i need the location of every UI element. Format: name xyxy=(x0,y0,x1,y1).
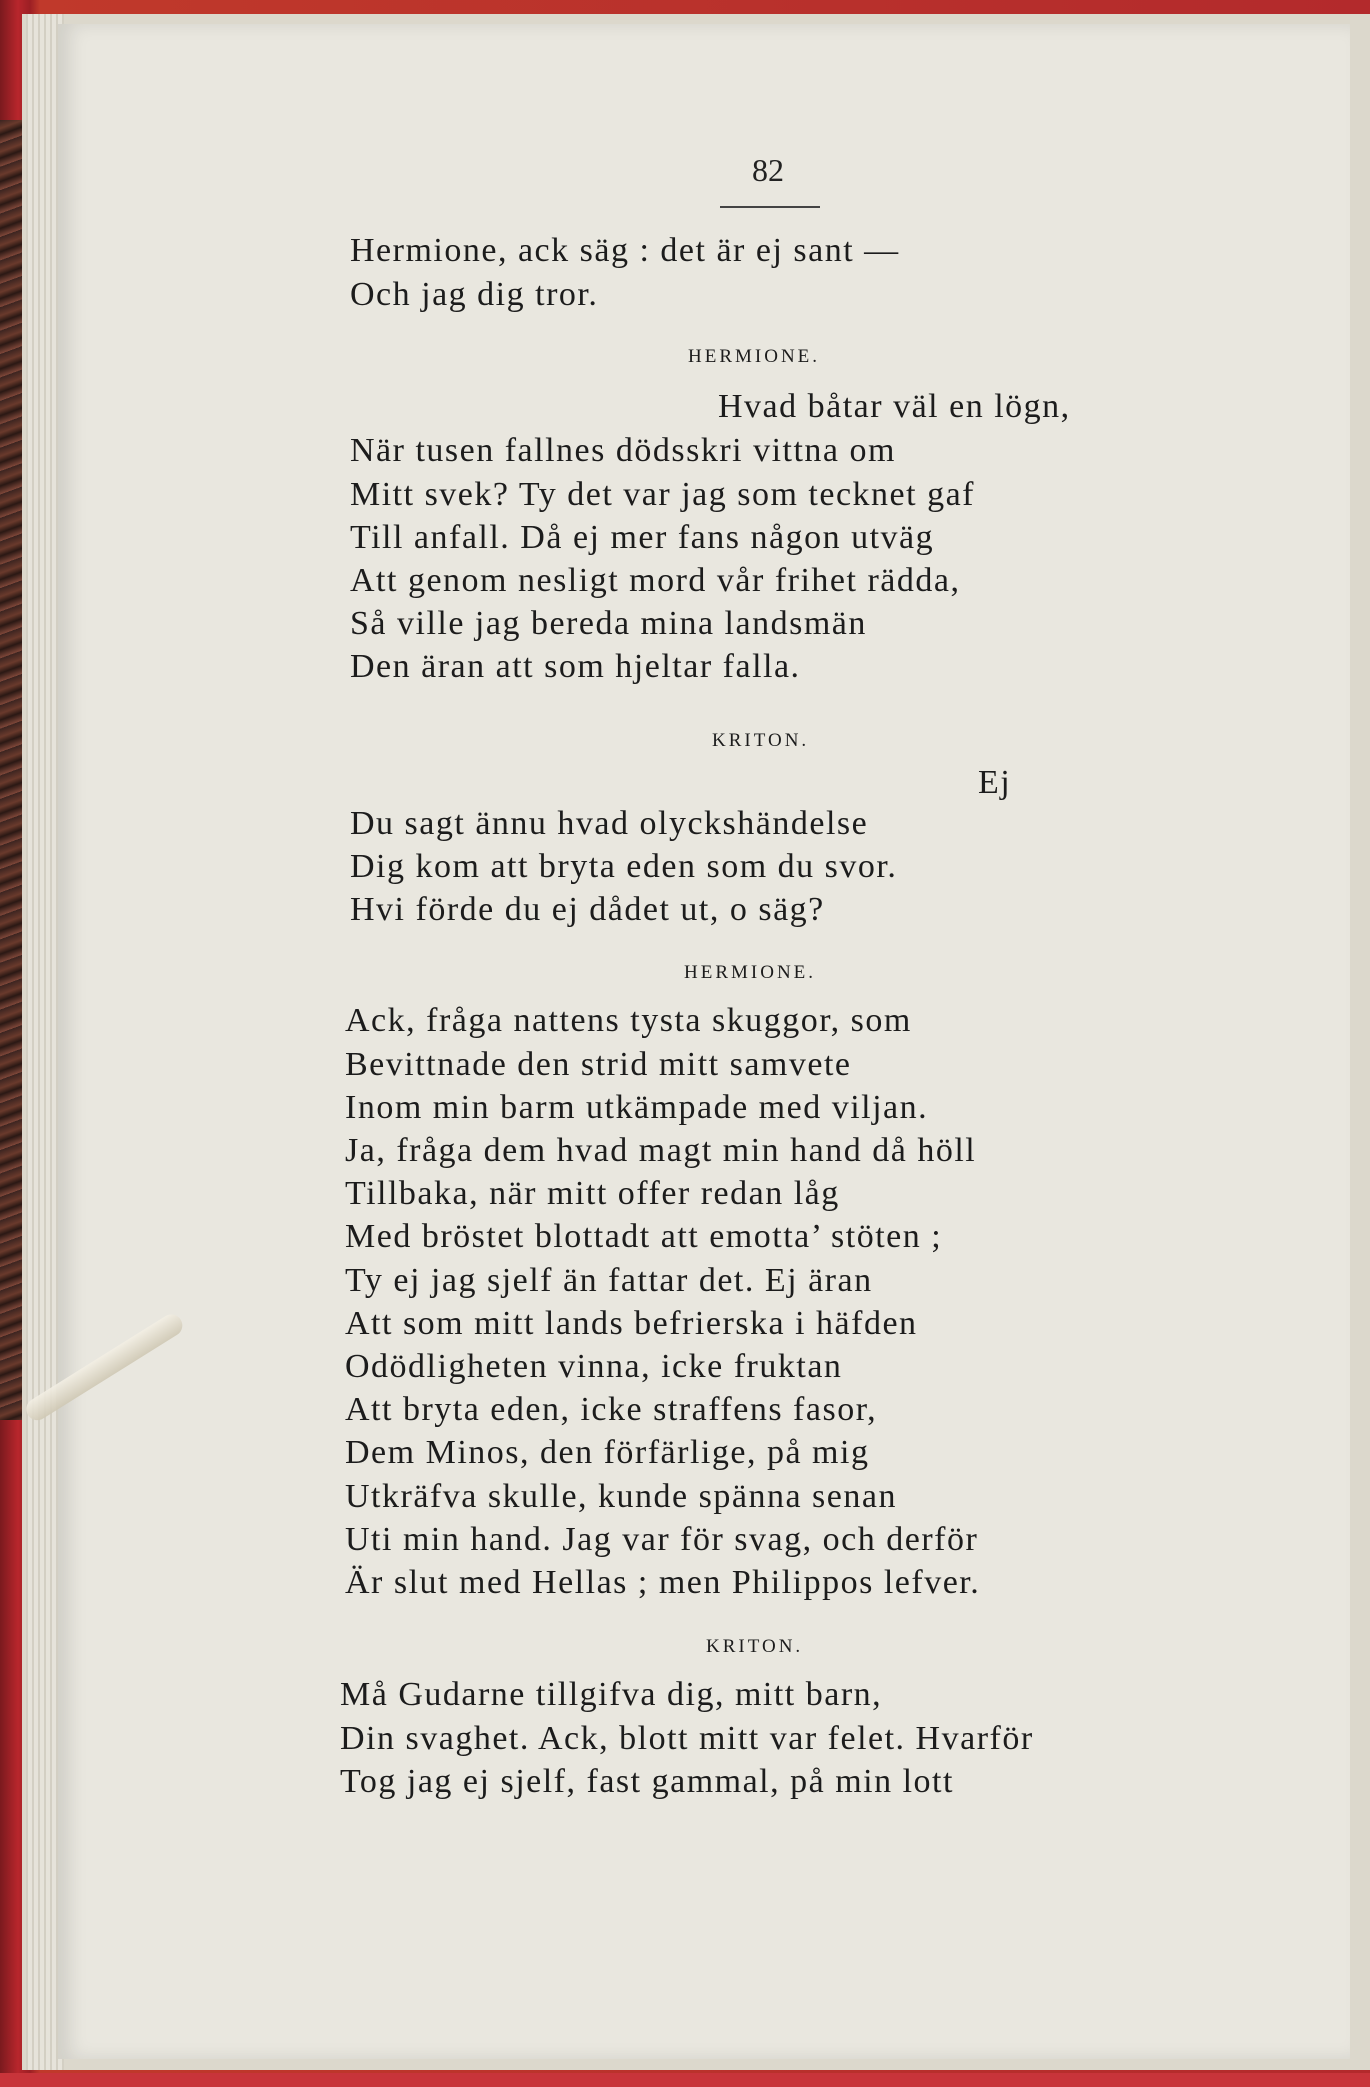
verse-line: Är slut med Hellas ; men Philippos lefver. xyxy=(345,1564,981,1601)
verse-line: Att genom nesligt mord vår frihet rädda, xyxy=(350,562,961,599)
verse-line: Tog jag ej sjelf, fast gammal, på min lott xyxy=(340,1763,954,1800)
verse-line: Ack, fråga nattens tysta skuggor, som xyxy=(345,1002,912,1039)
verse-line: Så ville jag bereda mina landsmän xyxy=(350,605,867,642)
verse-line: Med bröstet blottadt att emotta’ stöten ; xyxy=(345,1218,943,1255)
verse-line: Tillbaka, när mitt offer redan låg xyxy=(345,1175,840,1212)
verse-line: Inom min barm utkämpade med viljan. xyxy=(345,1089,929,1126)
cover-edge xyxy=(0,2073,1370,2087)
page-number: 82 xyxy=(752,152,784,188)
verse-line: Din svaghet. Ack, blott mitt var felet. Hvarför xyxy=(340,1720,1034,1757)
verse-line: Hermione, ack säg : det är ej sant — xyxy=(350,232,900,269)
verse-line: Ej xyxy=(978,764,1012,801)
verse-line: När tusen fallnes dödsskri vittna om xyxy=(350,432,896,469)
verse-line: Dem Minos, den förfärlige, på mig xyxy=(345,1434,870,1471)
verse-line: Till anfall. Då ej mer fans någon utväg xyxy=(350,519,935,556)
verse-line: Hvi förde du ej dådet ut, o säg? xyxy=(350,891,825,928)
marbled-endpaper xyxy=(0,120,22,1420)
verse-line: Ja, fråga dem hvad magt min hand då höll xyxy=(345,1132,977,1169)
verse-line: Må Gudarne tillgifva dig, mitt barn, xyxy=(340,1676,883,1713)
verse-line: Uti min hand. Jag var för svag, och derför xyxy=(345,1521,979,1558)
verse-line: Hvad båtar väl en lögn, xyxy=(718,388,1071,425)
verse-line: Du sagt ännu hvad olyckshändelse xyxy=(350,805,869,842)
speaker-name: HERMIONE. xyxy=(684,962,817,983)
verse-line: Och jag dig tror. xyxy=(350,276,599,313)
verse-line: Att som mitt lands befrierska i häfden xyxy=(345,1305,918,1342)
verse-line: Att bryta eden, icke straffens fasor, xyxy=(345,1391,878,1428)
speaker-name: KRITON. xyxy=(712,730,810,751)
verse-line: Mitt svek? Ty det var jag som tecknet gaf xyxy=(350,476,976,513)
verse-line: Bevittnade den strid mitt samvete xyxy=(345,1046,852,1083)
verse-line: Den äran att som hjeltar falla. xyxy=(350,648,801,685)
verse-line: Ty ej jag sjelf än fattar det. Ej äran xyxy=(345,1262,873,1299)
speaker-name: KRITON. xyxy=(706,1636,804,1657)
speaker-name: HERMIONE. xyxy=(688,346,821,367)
page-number-rule xyxy=(720,206,820,208)
verse-line: Odödligheten vinna, icke fruktan xyxy=(345,1348,843,1385)
verse-line: Dig kom att bryta eden som du svor. xyxy=(350,848,898,885)
verse-line: Utkräfva skulle, kunde spänna senan xyxy=(345,1478,897,1515)
